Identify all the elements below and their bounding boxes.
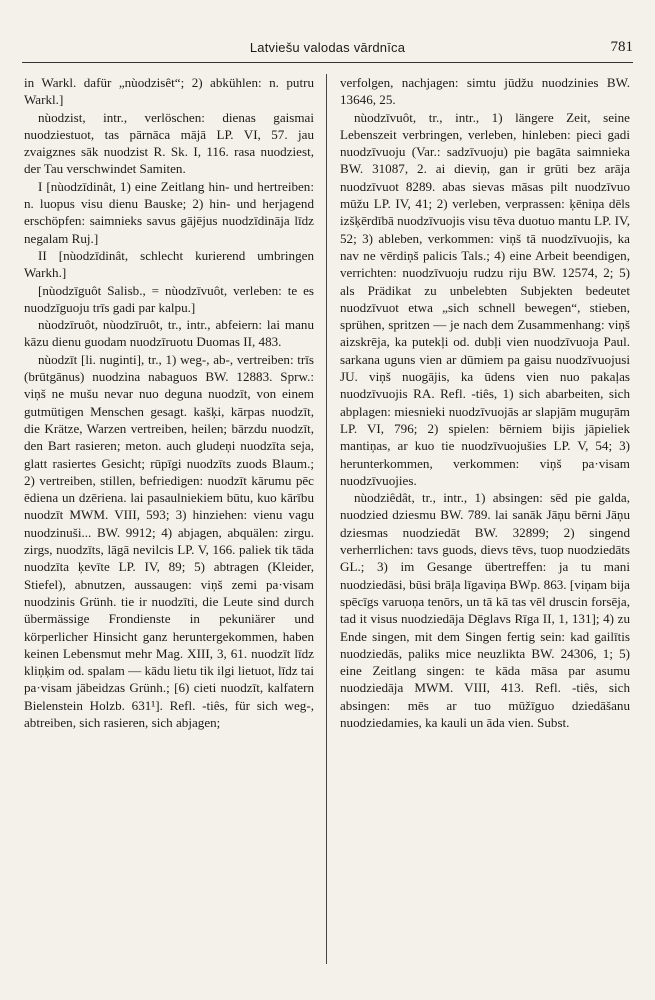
page-number: 781: [610, 39, 633, 55]
entry-continuation: verfolgen, nachjagen: simtu jūdžu nuodzinies BW. 13646, 25.: [340, 75, 630, 108]
column-divider: [326, 74, 327, 964]
dictionary-entry: [nùodzīguôt Salisb., = nùodzīvuôt, verleben: te es nuodzīguoju trīs gadi par kalpu.]: [24, 282, 314, 315]
dictionary-entry: nùodziêdât, tr., intr., 1) absingen: sēd pie galda, nuodzied dziesmu BW. 789. lai sanāk Jāņu bērni Jāņu dziesmas nuodziedāt BW. 32899; 2) singend verherrlichen: tavs guods, dievs tēvs, tuop nuodziedāts GL.; 3) im Gesange übertreffen: ja tu mani nuodziedāsi, būsi brāļa līgaviņa BWp. 863. [viņam bija spēcīgs varuoņa tenōrs, un tā kā tas vēl druscin forsēja, tad it visus nuodziedāja Dēglavs Rīga II, 1, 131]; 4) zu Ende singen, mit dem Singen fertig sein: kad gailītis nuodziedās, paliks mice neuzlikta BW. 24306, 1; 5) eine Zeitlang singen: te kāda māsa par asumu nuodziedāja MWM. VIII, 413. Refl. -tiês, sich absingen: mēs ar tuo mūžīguo dziedāšanu nuodziedamies, ka kauli un āda vien. Subst.: [340, 490, 630, 730]
dictionary-entry: nùodzīvuôt, tr., intr., 1) längere Zeit, seine Lebenszeit verbringen, verleben, hinleben: pieci gadi nuodzīvuoju (Var.: sadzīvuoju) pie bagāta saimnieka BW. 31087, 2. ai dieviņ, gan ir grūti bez arāja nuodzīvuot 8289. abas sievas māsas pilt nuodzīvuo mūžu LP. IV, 41; 2) verleben, verprassen: ķēniņa dēls izšķērdībā nuodzīvuojis visu tēva duotuo mantu LP. IV, 52; 3) ableben, verkommen: viņš tā nuodzīvuojis, ka nav ne vērdiņš palicis Tals.; 4) eine Arbeit beendigen, verrichten: nuodzīvuoju rudzu riju BW. 12574, 2; 5) als Prädikat zu unbelebten Subjekten bedeutet nuodzīvuot etwa „sich schnell bewegen“, stieben, sprühen, spritzen — je nach dem Zusammenhang: viņš aizskrēja, ka putekļi od. dubļi vien nuodzīvuoja Paul. sarkana uguns vien ar dūmiem pa gaisu nuodzīvuojusi JU. viņš nuogājis, ka ūdens vien nuo pakaļas nuodzīvuojis RA. Refl. -tiês, 1) sich abarbeiten, sich abplagen: miesnieki nuodzīvuojās ar slapjām muguŗām LP. VI, 796; 2) spielen: bērniem bijis jāpieliek mantiņas, ar kuo tie nuodzīvuojušies LP. V, 54; 3) herunterkommen, verkommen: viņš pa·visam nuodzīvuojies.: [340, 109, 630, 488]
dictionary-entry: I [nùodzīdinât, 1) eine Zeitlang hin- und hertreiben: n. luopus visu dienu Bauske; 2) hin- und herjagend erschöpfen: saimnieks savus gājējus nuodzīdināja līdz negalam Ruj.]: [24, 178, 314, 246]
dictionary-entry: nùodzīt [li. nuginti], tr., 1) weg-, ab-, vertreiben: trīs (brūtgānus) nuodzina nabaguos BW. 12883. Sprw.: viņš ne mušu nevar nuo deguna nuodzīt, von einem gutmütigen Menschen gesagt. kašķi, kārpas nuodzīt, die Krätze, Warzen vertreiben, heilen; bārzdu nuodzīt, den Bart rasieren; meton. auch gludeņi nuodzīta seja, glatt rasiertes Gesicht; rūpīgi nuodzīts zuods Blaum.; 2) vertreiben, stillen, befriedigen: nuodzīt kārumu pēc ēdiena un dzēriena. lai pasaulniekiem būtu, kuo kārību nuodzīt MWM. VIII, 593; 3) hinziehen: vienu vagu nuodzinuši... BW. 9912; 4) abjagen, abquälen: zirgu. zirgs, nuodzīts, lāgā nevilcis LP. V, 166. paliek tik tāda nuodzīta ķevīte LP. IV, 89; 5) abtragen (Kleider, Stiefel), abnutzen, aussaugen: viņš zemi pa·visam nuodzinis Grünh. tie ir nuodzīti, die Leute sind durch übermässige Frondienste in pekuniärer und körperlicher Hinsicht ganz heruntergekommen, haben keinen Lebensmut mehr Mag. XIII, 3, 61. nuodzīt līdz kliņķim od. spalam — kādu lietu tik ilgi lietuot, līdz tai pa·visam jābeidzas Grünh.; [6) cieti nuodzīt, kalfatern Bielenstein Holzb. 631¹]. Refl. -tiês, für sich weg-, abtreiben, sich rasieren, sich abjagen;: [24, 351, 314, 730]
entry-continuation: in Warkl. dafür „nùodzisêt“; 2) abkühlen: n. putru Warkl.]: [24, 75, 314, 108]
running-header: [22, 40, 633, 63]
dictionary-entry: nùodzist, intr., verlöschen: dienas gaismai nuodziestuot, tas pārnāca mājā LP. VI, 57. jau zvaigznes sāk nuodzist R. Sk. I, 116. rasa nuodziest, der Tau verschwindet Samiten.: [24, 109, 314, 177]
page-title: Latviešu valodas vārdnīca: [249, 40, 406, 55]
dictionary-entry: nùodzīruôt, nùodzīruôt, tr., intr., abfeiern: lai manu kāzu dienu guodam nuodzīruotu Duomas II, 483.: [24, 317, 314, 350]
right-column: [340, 74, 630, 731]
dictionary-entry: II [nùodzīdinât, schlecht kurierend umbringen Warkh.]: [24, 247, 314, 281]
left-column: [24, 74, 314, 731]
